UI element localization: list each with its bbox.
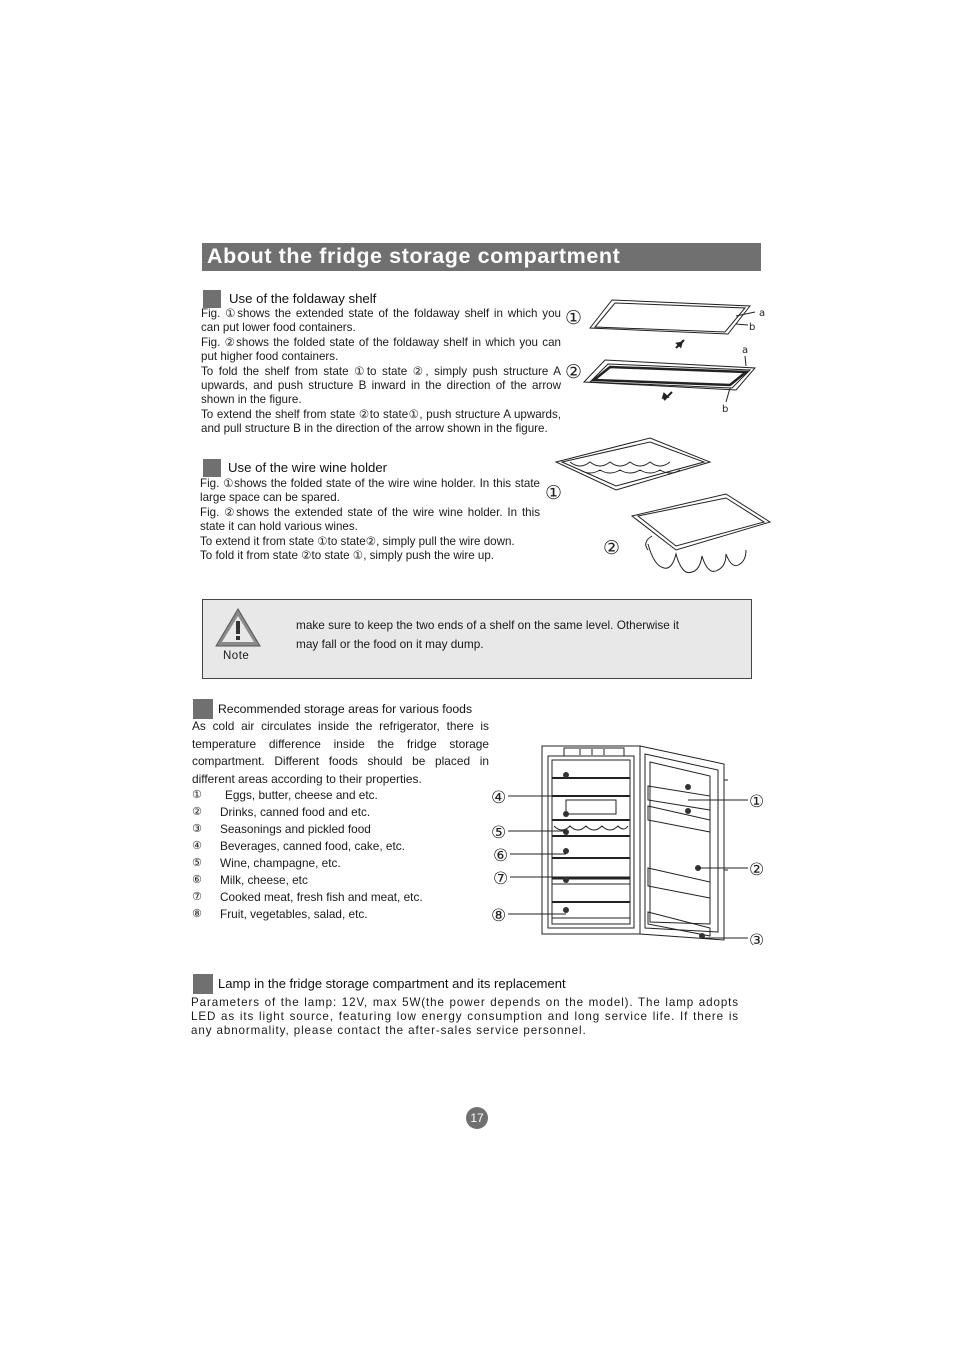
storage-heading: Recommended storage areas for various foods bbox=[218, 702, 473, 716]
wine-heading: Use of the wire wine holder bbox=[228, 460, 388, 475]
note-box bbox=[202, 599, 752, 679]
page-title: About the fridge storage compartment bbox=[207, 244, 621, 268]
shelf-p3: To fold the shelf from state ①to state ②, simply push structure A upwards, and push structure B inward in the direction of the arrow shown in the figure. bbox=[201, 364, 561, 407]
callout-3: ③ bbox=[749, 931, 765, 945]
section-marker bbox=[203, 290, 221, 308]
list-item: ⑧ Fruit, vegetables, salad, etc. bbox=[192, 907, 368, 921]
shelf-label-a1: a bbox=[759, 308, 766, 319]
callout-7: ⑦ bbox=[493, 869, 509, 889]
wine-fig2-label: ② bbox=[603, 537, 621, 559]
list-item: ⑥ Milk, cheese, etc bbox=[192, 873, 308, 887]
callout-4: ④ bbox=[491, 788, 507, 808]
list-item: ③ Seasonings and pickled food bbox=[192, 822, 371, 836]
list-item: ⑦ Cooked meat, fresh fish and meat, etc. bbox=[192, 890, 423, 904]
storage-list bbox=[192, 788, 492, 924]
section-marker bbox=[203, 459, 221, 477]
shelf-fig1-label: ① bbox=[565, 307, 583, 329]
callout-2: ② bbox=[749, 860, 765, 880]
wine-p3: To extend it from state ①to state②, simply pull the wire down. bbox=[200, 534, 515, 548]
list-item: ④ Beverages, canned food, cake, etc. bbox=[192, 839, 405, 853]
shelf-label-a2: a bbox=[742, 345, 749, 356]
wine-fig1-label: ① bbox=[545, 482, 563, 504]
note-text: make sure to keep the two ends of a shelf on the same level. Otherwise it may fall or the food on it may dump. bbox=[296, 618, 679, 651]
title-bar bbox=[202, 243, 761, 271]
shelf-p4: To extend the shelf from state ②to state①, push structure A upwards, and pull structure B in the direction of the arrow shown in the figure. bbox=[201, 407, 561, 436]
wine-text bbox=[200, 477, 540, 563]
section-marker bbox=[193, 699, 213, 719]
lamp-text: Parameters of the lamp: 12V, max 5W(the power depends on the model). The lamp adopts LED as its light source, featuring low energy consumption and long service life. If there is any abnormality, please contact the after-sales service personnel. bbox=[191, 996, 739, 1038]
shelf-label-b1: b bbox=[749, 322, 756, 333]
shelf-p1: Fig. ①shows the extended state of the foldaway shelf in which you can put lower food containers. bbox=[201, 307, 561, 335]
callout-6: ⑥ bbox=[493, 846, 509, 866]
list-item: ⑤ Wine, champagne, etc. bbox=[192, 856, 341, 870]
storage-intro: As cold air circulates inside the refrigerator, there is temperature difference inside the fridge storage compartment. Different foods should be placed in different areas according to their properties. bbox=[192, 719, 489, 786]
page-number: 17 bbox=[466, 1107, 488, 1129]
shelf-label-b2: b bbox=[722, 404, 729, 415]
lamp-heading: Lamp in the fridge storage compartment and its replacement bbox=[218, 976, 566, 991]
section-marker bbox=[193, 974, 213, 994]
callout-5: ⑤ bbox=[491, 823, 507, 843]
warning-icon bbox=[213, 606, 263, 650]
wine-holder-illustration bbox=[540, 432, 780, 578]
list-item: ② Drinks, canned food and etc. bbox=[192, 805, 371, 819]
list-item: ① Eggs, butter, cheese and etc. bbox=[192, 788, 378, 802]
wine-p2: Fig. ②shows the extended state of the wire wine holder. In this state it can hold various wines. bbox=[200, 505, 540, 534]
wine-p1: Fig. ①shows the folded state of the wire wine holder. In this state large space can be spared. bbox=[200, 477, 540, 505]
fridge-storage-illustration bbox=[488, 740, 768, 945]
note-label: Note bbox=[223, 650, 250, 662]
wine-p4: To fold it from state ②to state ①, simply push the wire up. bbox=[200, 549, 495, 563]
shelf-heading: Use of the foldaway shelf bbox=[229, 291, 377, 306]
shelf-text bbox=[201, 307, 561, 437]
shelf-p2: Fig. ②shows the folded state of the foldaway shelf in which you can put higher food containers. bbox=[201, 335, 561, 364]
foldaway-shelf-illustration bbox=[560, 292, 770, 422]
shelf-fig2-label: ② bbox=[565, 361, 583, 383]
callout-1: ① bbox=[749, 792, 765, 812]
callout-8: ⑧ bbox=[491, 906, 507, 926]
